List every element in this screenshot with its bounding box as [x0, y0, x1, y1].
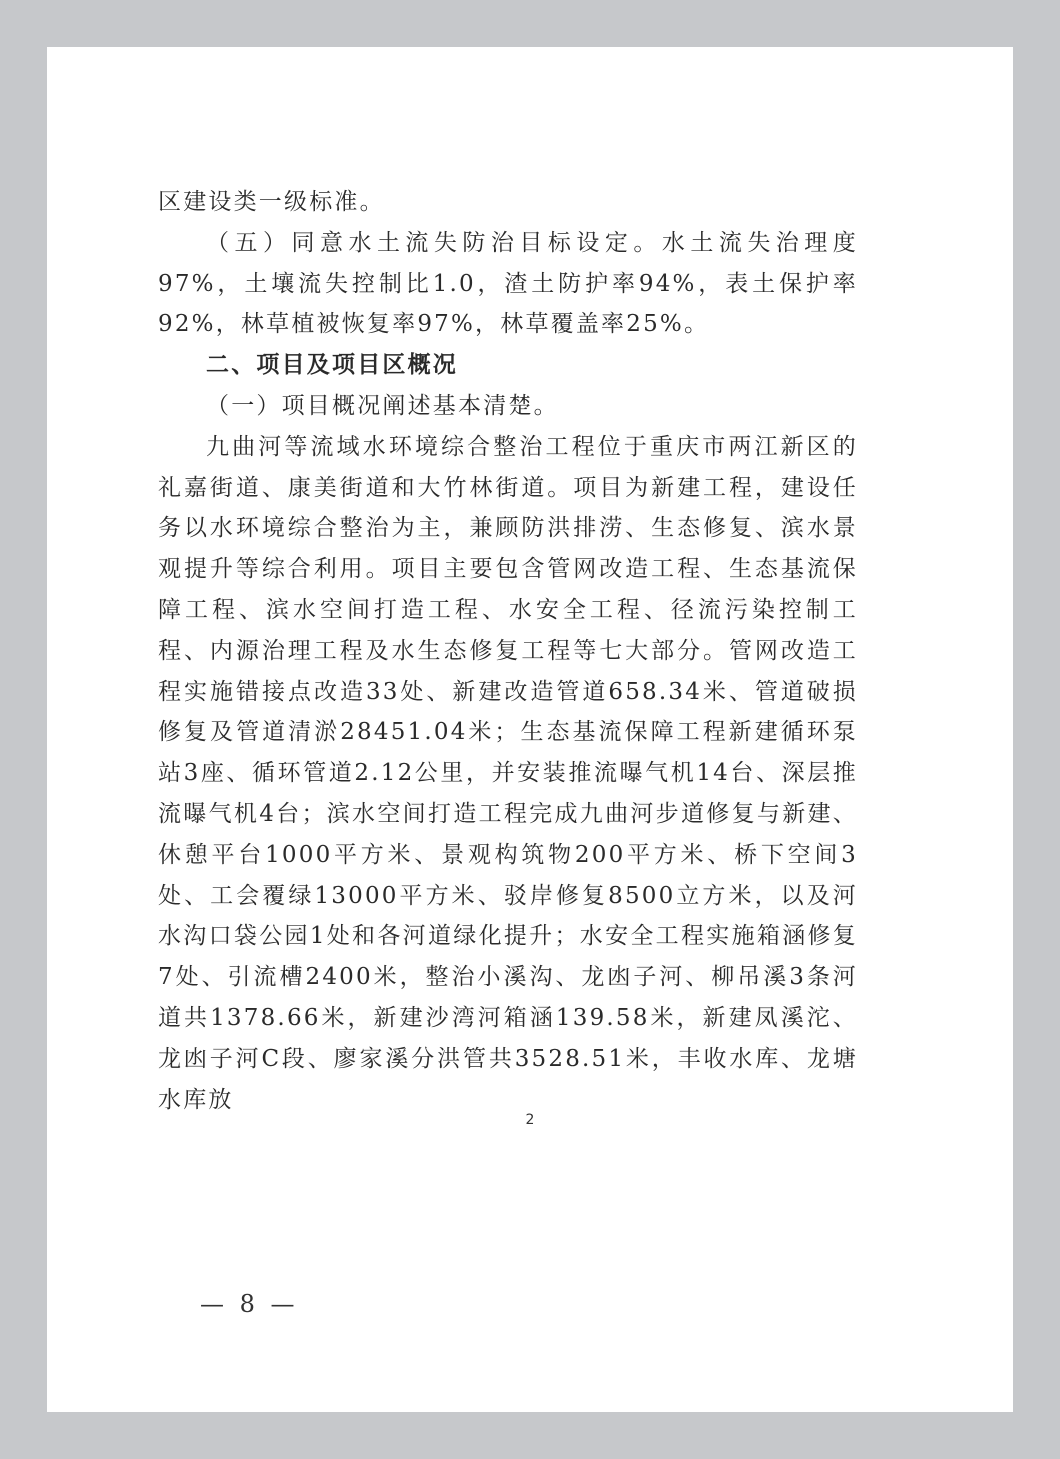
paragraph-continuation: 区建设类一级标准。 [158, 189, 385, 215]
outer-page-number: — 8 — [200, 1290, 299, 1318]
inner-page-number: 2 [525, 1112, 535, 1128]
paragraph-project-overview-intro: （一）项目概况阐述基本清楚。 [206, 392, 559, 419]
section-heading: 二、项目及项目区概况 [206, 351, 458, 379]
document-body [158, 182, 858, 1120]
paragraph-project-description: 九曲河等流域水环境综合整治工程位于重庆市两江新区的礼嘉街道、康美街道和大竹林街道。项目为新建工程，建设任务以水环境综合整治为主，兼顾防洪排涝、生态修复、滨水景观提升等综合利用。项目主要包含管网改造工程、生态基流保障工程、滨水空间打造工程、水安全工程、径流污染控制工程、内源治理工程及水生态修复工程等七大部分。管网改造工程实施错接点改造33处、新建改造管道658.34米、管道破损修复及管道清淤28451.04米；生态基流保障工程新建循环泵站3座、循环管道2.12公里，并安装推流曝气机14台、深层推流曝气机4台；滨水空间打造工程完成九曲河步道修复与新建、休憩平台1000平方米、景观构筑物200平方米、桥下空间3处、工会覆绿13000平方米、驳岸修复8500立方米，以及河水沟口袋公园1处和各河道绿化提升；水安全工程实施箱涵修复7处、引流槽2400米，整治小溪沟、龙凼子河、柳吊溪3条河道共1378.66米，新建沙湾河箱涵139.58米，新建凤溪沱、龙凼子河C段、廖家溪分洪管共3528.51米，丰收水库、龙塘水库放 [158, 433, 858, 1113]
paragraph-soil-erosion-targets: （五）同意水土流失防治目标设定。水土流失治理度97%，土壤流失控制比1.0，渣土防护率94%，表土保护率92%，林草植被恢复率97%，林草覆盖率25%。 [158, 229, 858, 338]
